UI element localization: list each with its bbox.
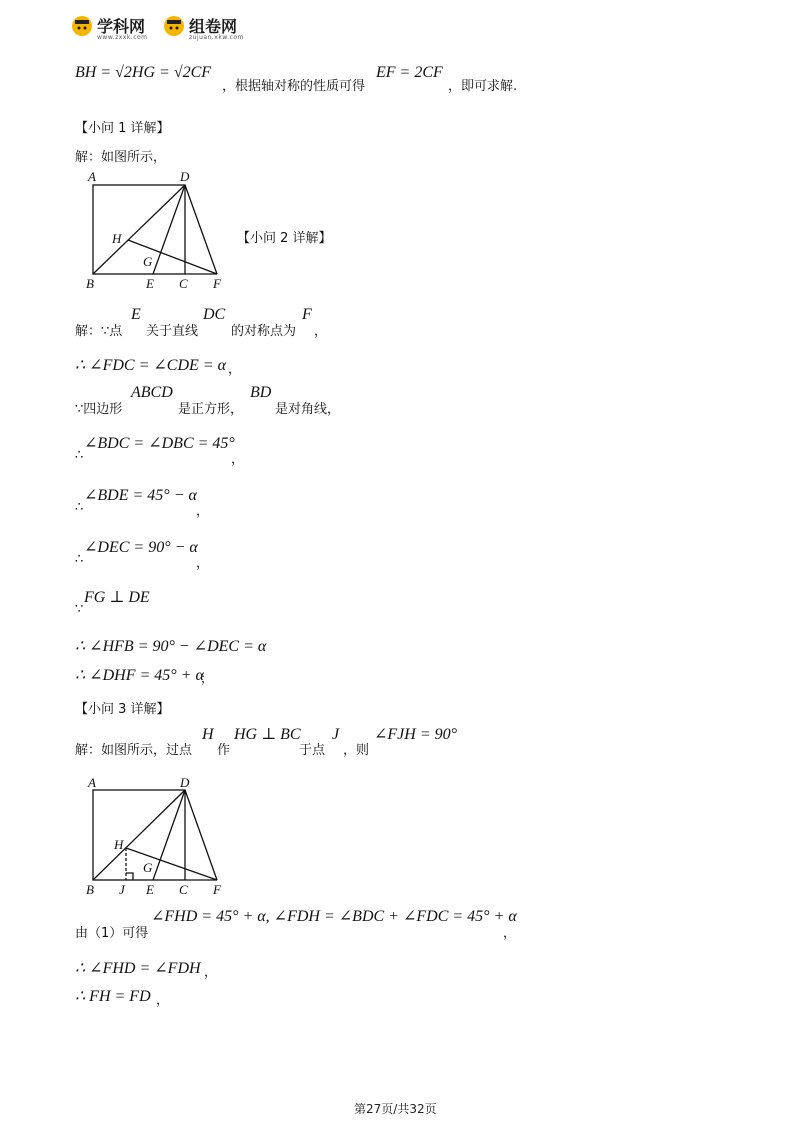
page-number: 第27页/共32页 [354,1102,437,1116]
q2-l7-sym: ∵ [75,602,84,617]
fig2-label-j: J [119,882,125,896]
q3-l1-b: 作 [217,743,231,758]
q3-l3: ∴ ∠FHD = ∠FDH [75,960,201,977]
line1-math2: EF = 2CF [376,64,443,81]
fig2-label-d: D [180,775,190,790]
q2-l6: ∠DEC = 90° − α [84,539,198,556]
q2-l1-b: 关于直线 [146,324,199,339]
q3-l1-m4: ∠FJH = 90° [374,726,458,743]
line1-text2: ，即可求解. [448,79,518,94]
fig1-label-c: C [179,276,188,290]
fig2-label-h: H [114,837,124,852]
q2-l5-sym: ∴ [75,500,84,515]
fig2-label-a: A [88,775,96,790]
fig2-right-angle [126,873,133,880]
q3-l4-end: ， [156,993,170,1008]
fig2-label-c: C [179,882,188,896]
q1-intro: 解：如图所示， [75,150,167,165]
logo2-icon [162,14,186,38]
q3-l3-end: ， [204,965,218,980]
q2-l6-end: ， [196,556,210,571]
q2-l8: ∴ ∠HFB = 90° − ∠DEC = α [75,638,267,655]
q2-l3-b: 是正方形， [178,402,244,417]
q2-l9-end: ； [200,672,214,687]
q2-l1-m1: E [131,306,141,323]
q2-l3-m1: ABCD [131,384,173,401]
q3-l2-m: ∠FHD = 45° + α, ∠FDH = ∠BDC + ∠FDC = 45° + α [151,908,517,925]
fig2-label-e: E [146,882,154,896]
q3-l4: ∴ FH = FD [75,988,151,1005]
fig1-label-h: H [112,231,122,246]
logo1-icon [70,14,94,38]
logo2-text: 组卷网 [189,17,238,36]
q2-l4-sym: ∴ [75,448,84,463]
fig2-label-f: F [213,882,221,896]
q2-l2: ∴ ∠FDC = ∠CDE = α [75,357,226,374]
fig1-line-bd [93,185,185,274]
q2-l1-m2: DC [203,306,226,323]
fig1-label-b: B [86,276,94,290]
q2-l4-end: ， [231,452,245,467]
fig1-line-hf [128,240,217,274]
q3-l2-a: 由（1）可得 [75,926,149,941]
q2-l3-a: ∵四边形 [75,402,123,417]
q3-l1-m2: HG ⊥ BC [234,726,301,743]
q2-l1-a: 解：∵点 [75,324,123,339]
q3-l1-m1: H [202,726,214,743]
q1-heading: 【小问 1 详解】 [75,121,170,136]
q3-l2-end: ， [503,926,517,941]
q2-heading: 【小问 2 详解】 [237,231,332,246]
logo2-sub: zujuan.xkw.com [189,34,244,41]
q2-l5: ∠BDE = 45° − α [84,487,197,504]
fig2-label-g: G [143,860,153,875]
fig1-label-e: E [146,276,154,290]
fig1-label-a: A [88,169,96,184]
q2-l7: FG ⊥ DE [84,589,150,606]
fig1-line-de [153,185,185,274]
fig2-line-hf [126,848,217,880]
fig1-label-g: G [143,254,153,269]
fig1-line-df [185,185,217,274]
q2-l4: ∠BDC = ∠DBC = 45° [84,435,235,452]
q2-l1-m3: F [302,306,312,323]
q2-l3-c: 是对角线， [275,402,341,417]
fig1-label-f: F [213,276,221,290]
fig2-line-bd [93,790,185,880]
q2-l1-c: 的对称点为 [231,324,297,339]
q3-l1-d: ，则 [343,743,370,758]
line1-math1: BH = √2HG = √2CF [75,64,212,81]
line1-text1: ，根据轴对称的性质可得 [222,79,366,94]
figure-1 [80,168,230,290]
logo1-sub: www.zxxk.com [97,34,148,41]
q2-l5-end: ， [196,504,210,519]
q2-l1-d: ， [314,324,328,339]
q2-l6-sym: ∴ [75,552,84,567]
q2-l3-m2: BD [250,384,272,401]
fig2-line-df [185,790,217,880]
q2-l2-end: ， [228,362,242,377]
q3-l1-a: 解：如图所示，过点 [75,743,193,758]
fig2-label-b: B [86,882,94,896]
q3-l1-m3: J [332,726,340,743]
logo1-text: 学科网 [97,17,146,36]
fig1-label-d: D [180,169,190,184]
q3-heading: 【小问 3 详解】 [75,702,170,717]
q2-l9: ∴ ∠DHF = 45° + α [75,667,204,684]
q3-l1-c: 于点 [299,743,326,758]
figure-2 [80,772,230,896]
